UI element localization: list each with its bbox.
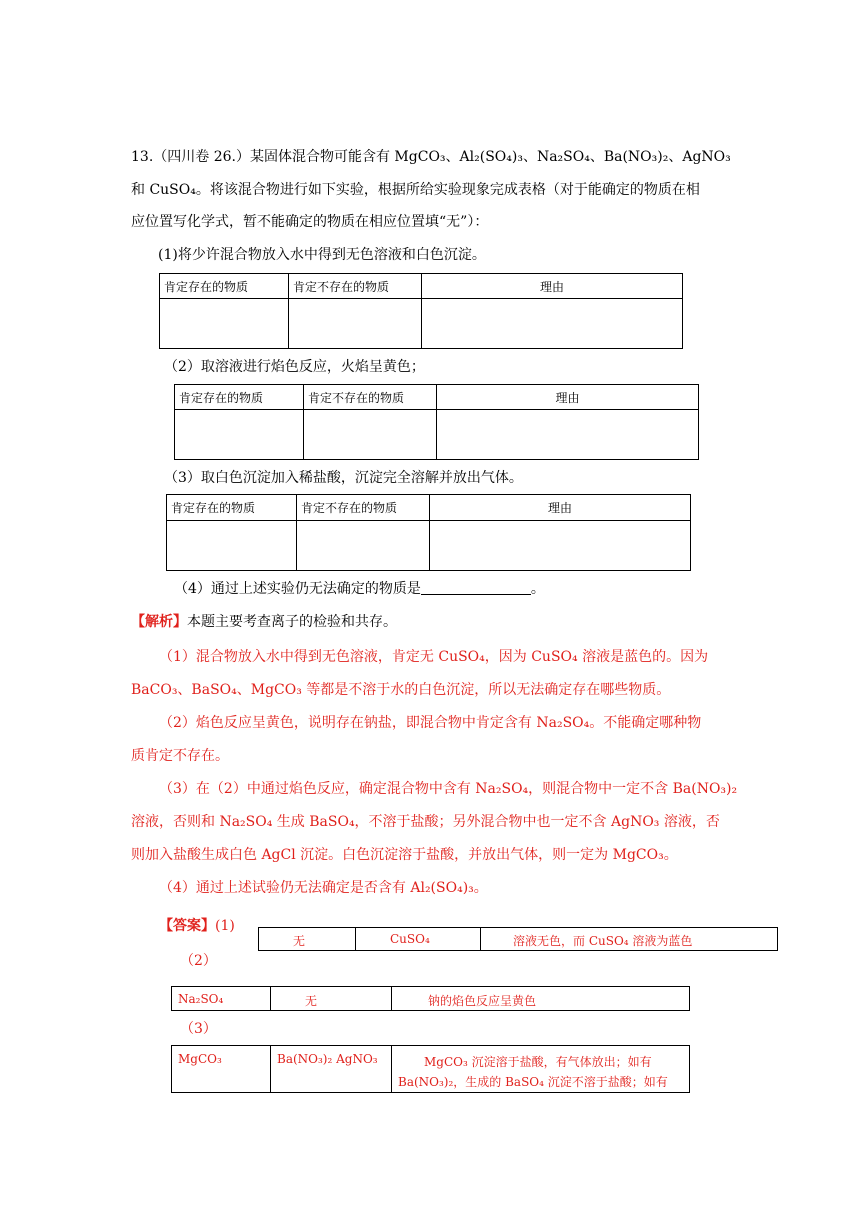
analysis-label: 【解析】 <box>131 614 187 630</box>
blank-cell <box>297 521 430 571</box>
answer3-reason-line1: MgCO₃ 沉淀溶于盐酸，有气体放出；如有 <box>424 1055 652 1069</box>
question-part4 <box>174 579 545 599</box>
answer3-absent: Ba(NO₃)₂ AgNO₃ <box>271 1046 392 1093</box>
question-intro-line1: 13.（四川卷 26.）某固体混合物可能含有 MgCO₃、Al₂(SO₄)₃、Na₂SO₄、Ba(NO₃)₂、AgNO₃ <box>131 149 731 165</box>
question-part2: （2）取溶液进行焰色反应，火焰呈黄色； <box>164 359 425 375</box>
analysis-heading <box>131 612 397 632</box>
blank-cell <box>422 299 683 349</box>
answer1-present: 无 <box>259 928 356 951</box>
blank-cell <box>304 410 437 460</box>
question-part1: (1)将少许混合物放入水中得到无色溶液和白色沉淀。 <box>158 247 486 263</box>
header-absent: 肯定不存在的物质 <box>297 495 430 521</box>
answer-table-2 <box>171 986 690 1011</box>
analysis-p3-line3: 则加入盐酸生成白色 AgCl 沉淀。白色沉淀溶于盐酸，并放出气体，则一定为 MgCO₃。 <box>131 847 678 863</box>
analysis-p1-line1: （1）混合物放入水中得到无色溶液，肯定无 CuSO₄，因为 CuSO₄ 溶液是蓝色的。因为 <box>159 649 709 665</box>
analysis-summary: 本题主要考查离子的检验和共存。 <box>187 614 397 630</box>
question-table-1 <box>159 273 683 349</box>
question-intro-line3: 应位置写化学式，暂不能确定的物质在相应位置填“无”）： <box>131 214 489 230</box>
answer2-reason: 钠的焰色反应呈黄色 <box>392 987 690 1011</box>
answer1-reason: 溶液无色，而 CuSO₄ 溶液为蓝色 <box>481 928 778 951</box>
analysis-p1-line2: BaCO₃、BaSO₄、MgCO₃ 等都是不溶于水的白色沉淀，所以无法确定存在哪些物质。 <box>131 682 671 698</box>
blank-cell <box>289 299 422 349</box>
header-reason: 理由 <box>437 385 699 410</box>
header-absent: 肯定不存在的物质 <box>304 385 437 410</box>
answer-number-3: （3） <box>180 1021 217 1037</box>
question-intro-line2: 和 CuSO₄。将该混合物进行如下实验，根据所给实验现象完成表格（对于能确定的物质在相 <box>131 182 700 198</box>
answer-number-2: （2） <box>180 953 217 969</box>
header-present: 肯定存在的物质 <box>175 385 304 410</box>
blank-cell <box>175 410 304 460</box>
answer3-reason <box>392 1046 690 1093</box>
blank-cell <box>437 410 699 460</box>
answer2-present: Na₂SO₄ <box>172 987 271 1011</box>
answer2-absent: 无 <box>271 987 392 1011</box>
header-reason: 理由 <box>430 495 691 521</box>
blank-cell <box>167 521 297 571</box>
analysis-p4: （4）通过上述试验仍无法确定是否含有 Al₂(SO₄)₃。 <box>159 880 488 896</box>
answer3-present: MgCO₃ <box>172 1046 271 1093</box>
answer-label: 【答案】 <box>159 918 215 934</box>
answer3-reason-line2: Ba(NO₃)₂，生成的 BaSO₄ 沉淀不溶于盐酸；如有 <box>398 1075 668 1089</box>
analysis-p2-line1: （2）焰色反应呈黄色，说明存在钠盐，即混合物中肯定含有 Na₂SO₄。不能确定哪种物 <box>159 715 702 731</box>
question-table-3 <box>166 494 691 571</box>
answer-heading <box>159 916 235 936</box>
analysis-p3-line2: 溶液，否则和 Na₂SO₄ 生成 BaSO₄，不溶于盐酸；另外混合物中也一定不含 AgNO₃ 溶液，否 <box>131 814 720 830</box>
blank-cell <box>160 299 289 349</box>
blank-cell <box>430 521 691 571</box>
answer1-absent: CuSO₄ <box>356 928 481 951</box>
question-table-2 <box>174 384 699 460</box>
analysis-p2-line2: 质肯定不存在。 <box>131 748 229 764</box>
question-part4-prefix: （4）通过上述实验仍无法确定的物质是 <box>174 581 421 597</box>
header-reason: 理由 <box>422 274 683 299</box>
answer-blank <box>421 580 531 595</box>
answer-number-1: (1) <box>215 918 235 934</box>
header-present: 肯定存在的物质 <box>160 274 289 299</box>
question-part4-suffix: 。 <box>530 581 545 597</box>
analysis-p3-line1: （3）在（2）中通过焰色反应，确定混合物中含有 Na₂SO₄，则混合物中一定不含 Ba(NO₃)₂ <box>159 781 738 797</box>
question-part3: （3）取白色沉淀加入稀盐酸，沉淀完全溶解并放出气体。 <box>164 470 523 486</box>
answer-table-1 <box>258 927 778 951</box>
header-absent: 肯定不存在的物质 <box>289 274 422 299</box>
answer-table-3 <box>171 1045 690 1093</box>
header-present: 肯定存在的物质 <box>167 495 297 521</box>
